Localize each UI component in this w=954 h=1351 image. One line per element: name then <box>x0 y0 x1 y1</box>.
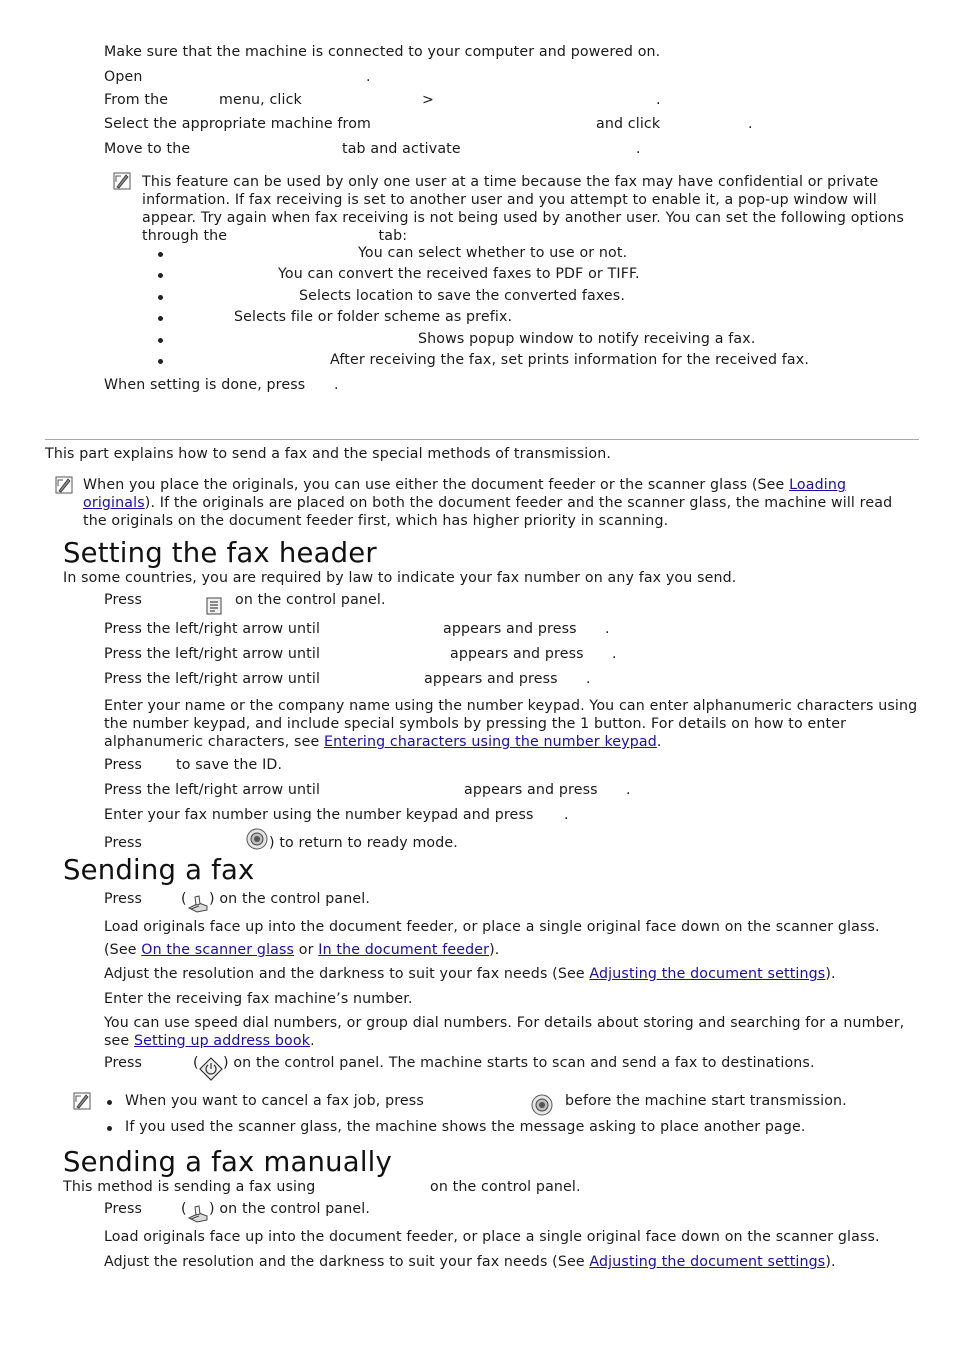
intro-step-2-end: . <box>366 69 371 85</box>
intro-step-3-arrow: > <box>422 92 435 108</box>
bullet <box>158 273 163 278</box>
note-icon <box>113 172 131 190</box>
header-step-8: Enter your fax number using the number keypad and press <box>104 807 534 823</box>
fax-icon <box>187 1204 209 1224</box>
intro-step-4: Select the appropriate machine from <box>104 116 371 132</box>
scanner-glass-link[interactable]: On the scanner glass <box>141 942 295 958</box>
fax-header-desc: In some countries, you are required by law to indicate your fax number on any fax you send. <box>63 570 737 586</box>
send-step-3-close: ). <box>825 966 836 982</box>
send-step-5: Press <box>104 1055 143 1071</box>
adjusting-settings-link[interactable]: Adjusting the document settings <box>589 1254 826 1270</box>
placement-note-text: When you place the originals, you can use either the document feeder or the scanner glass (See <box>83 477 790 493</box>
send-step-4-detail <box>104 1014 919 1050</box>
intro-step-5: Move to the <box>104 141 191 157</box>
bullet <box>158 252 163 257</box>
header-step-4: Press the left/right arrow until <box>104 671 321 687</box>
header-step-9: Press <box>104 835 143 851</box>
receive-note-text <box>142 173 917 245</box>
header-step-4-end: . <box>586 671 591 687</box>
receive-done: When setting is done, press <box>104 377 306 393</box>
manual-step-3-text: Adjust the resolution and the darkness to suit your fax needs (See <box>104 1254 590 1270</box>
header-step-5-text: Enter your name or the company name using the number keypad. You can enter alphanumeric characters using the number keypad, and include special symbols by pressing the 1 button. For details on how to enter alphanumeric characters, see <box>104 698 918 750</box>
receive-option: Selects file or folder scheme as prefix. <box>234 309 513 325</box>
placement-note <box>83 476 918 530</box>
header-step-3: Press the left/right arrow until <box>104 646 321 662</box>
manual-step-3 <box>104 1254 836 1270</box>
send-step-1: Press <box>104 891 143 907</box>
header-step-9-tail: ) to return to ready mode. <box>269 835 458 851</box>
bullet <box>107 1100 112 1105</box>
header-step-1: Press <box>104 592 143 608</box>
bullet <box>158 316 163 321</box>
receive-option: You can convert the received faxes to PDF or TIFF. <box>278 266 640 282</box>
header-step-6: Press <box>104 757 143 773</box>
send-step-3 <box>104 966 836 982</box>
send-step-2-see-open: (See <box>104 942 142 958</box>
send-step-3-text: Adjust the resolution and the darkness to suit your fax needs (See <box>104 966 590 982</box>
receive-done-end: . <box>334 377 339 393</box>
heading-sending-fax-manually: Sending a fax manually <box>63 1146 392 1178</box>
placement-note-text-cont: ). If the originals are placed on both the document feeder and the scanner glass, the machine will read the originals on the document feeder first, which has higher priority in scanning. <box>83 495 893 529</box>
send-step-4-detail-text: You can use speed dial numbers, or group dial numbers. For details about storing and searching for a number, see <box>104 1015 905 1049</box>
manual-step-3-close: ). <box>825 1254 836 1270</box>
header-step-1-tail: on the control panel. <box>235 592 386 608</box>
send-step-4-detail-end: . <box>310 1033 315 1049</box>
intro-step-5-tab: tab and activate <box>342 141 461 157</box>
intro-step-3-menu: menu, click <box>219 92 302 108</box>
intro-step-5-end: . <box>636 141 641 157</box>
send-step-1-paren: ( <box>181 891 187 907</box>
intro-step-3: From the <box>104 92 169 108</box>
stop-clear-icon <box>531 1094 553 1116</box>
sending-intro: This part explains how to send a fax and the special methods of transmission. <box>45 446 611 462</box>
send-step-2: Load originals face up into the document feeder, or place a single original face down on the scanner glass. <box>104 919 880 935</box>
manual-step-1-tail: ) on the control panel. <box>209 1201 371 1217</box>
note-icon <box>55 476 73 494</box>
note-icon <box>73 1092 91 1110</box>
start-icon <box>199 1057 223 1081</box>
manual-desc: This method is sending a fax using <box>63 1179 316 1195</box>
intro-step-2: Open <box>104 69 143 85</box>
header-step-2-end: . <box>605 621 610 637</box>
entering-characters-link[interactable]: Entering characters using the number keypad <box>324 734 657 750</box>
send-step-1-tail: ) on the control panel. <box>209 891 371 907</box>
header-step-4-tail: appears and press <box>424 671 558 687</box>
send-step-5-paren: ( <box>193 1055 199 1071</box>
send-step-2-or: or <box>294 942 319 958</box>
receive-note-body: This feature can be used by only one user at a time because the fax may have confidential or private information. If fax receiving is set to another user and you attempt to enable it, a pop-up window will appear. Try again when fax receiving is not being used by another user. You can set the following options through the <box>142 174 905 244</box>
receive-option: Shows popup window to notify receiving a fax. <box>418 331 756 347</box>
loading-originals-link-cont[interactable]: originals <box>83 495 145 511</box>
manual-step-1-paren: ( <box>181 1201 187 1217</box>
document-feeder-link[interactable]: In the document feeder <box>318 942 490 958</box>
receive-option: After receiving the fax, set prints information for the received fax. <box>330 352 809 368</box>
header-step-5 <box>104 697 919 751</box>
send-note-1: When you want to cancel a fax job, press <box>125 1093 424 1109</box>
manual-desc-tail: on the control panel. <box>430 1179 581 1195</box>
send-step-5-tail: ) on the control panel. The machine starts to scan and send a fax to destinations. <box>223 1055 815 1071</box>
intro-step-1: Make sure that the machine is connected to your computer and powered on. <box>104 44 661 60</box>
receive-note-tab: tab: <box>378 228 408 244</box>
intro-step-3-end: . <box>656 92 661 108</box>
send-step-2-see <box>104 942 499 958</box>
bullet <box>158 295 163 300</box>
header-step-2: Press the left/right arrow until <box>104 621 321 637</box>
receive-option: Selects location to save the converted faxes. <box>299 288 626 304</box>
manual-step-1: Press <box>104 1201 143 1217</box>
fax-icon <box>187 894 209 914</box>
adjusting-settings-link[interactable]: Adjusting the document settings <box>589 966 826 982</box>
stop-clear-icon <box>246 828 268 850</box>
send-step-2-close: ). <box>489 942 500 958</box>
header-step-3-end: . <box>612 646 617 662</box>
header-step-7-tail: appears and press <box>464 782 598 798</box>
address-book-link[interactable]: Setting up address book <box>133 1033 311 1049</box>
bullet <box>107 1126 112 1131</box>
header-step-5-end: . <box>656 734 662 750</box>
header-step-7: Press the left/right arrow until <box>104 782 321 798</box>
intro-step-4-end: . <box>748 116 753 132</box>
bullet <box>158 359 163 364</box>
receive-option: You can select whether to use or not. <box>358 245 628 261</box>
header-step-7-end: . <box>626 782 631 798</box>
send-note-1-tail: before the machine start transmission. <box>565 1093 847 1109</box>
send-step-4: Enter the receiving fax machine’s number. <box>104 991 413 1007</box>
send-note-2: If you used the scanner glass, the machine shows the message asking to place another page. <box>125 1119 806 1135</box>
header-step-6-tail: to save the ID. <box>176 757 283 773</box>
header-step-2-tail: appears and press <box>443 621 577 637</box>
header-step-8-end: . <box>564 807 569 823</box>
intro-step-4-click: and click <box>596 116 661 132</box>
heading-sending-fax: Sending a fax <box>63 854 255 886</box>
manual-step-2: Load originals face up into the document feeder, or place a single original face down on the scanner glass. <box>104 1229 880 1245</box>
bullet <box>158 338 163 343</box>
header-step-3-tail: appears and press <box>450 646 584 662</box>
loading-originals-link[interactable]: Loading <box>789 477 847 493</box>
menu-button-icon <box>204 596 224 616</box>
section-divider <box>45 439 919 440</box>
heading-fax-header: Setting the fax header <box>63 537 377 569</box>
